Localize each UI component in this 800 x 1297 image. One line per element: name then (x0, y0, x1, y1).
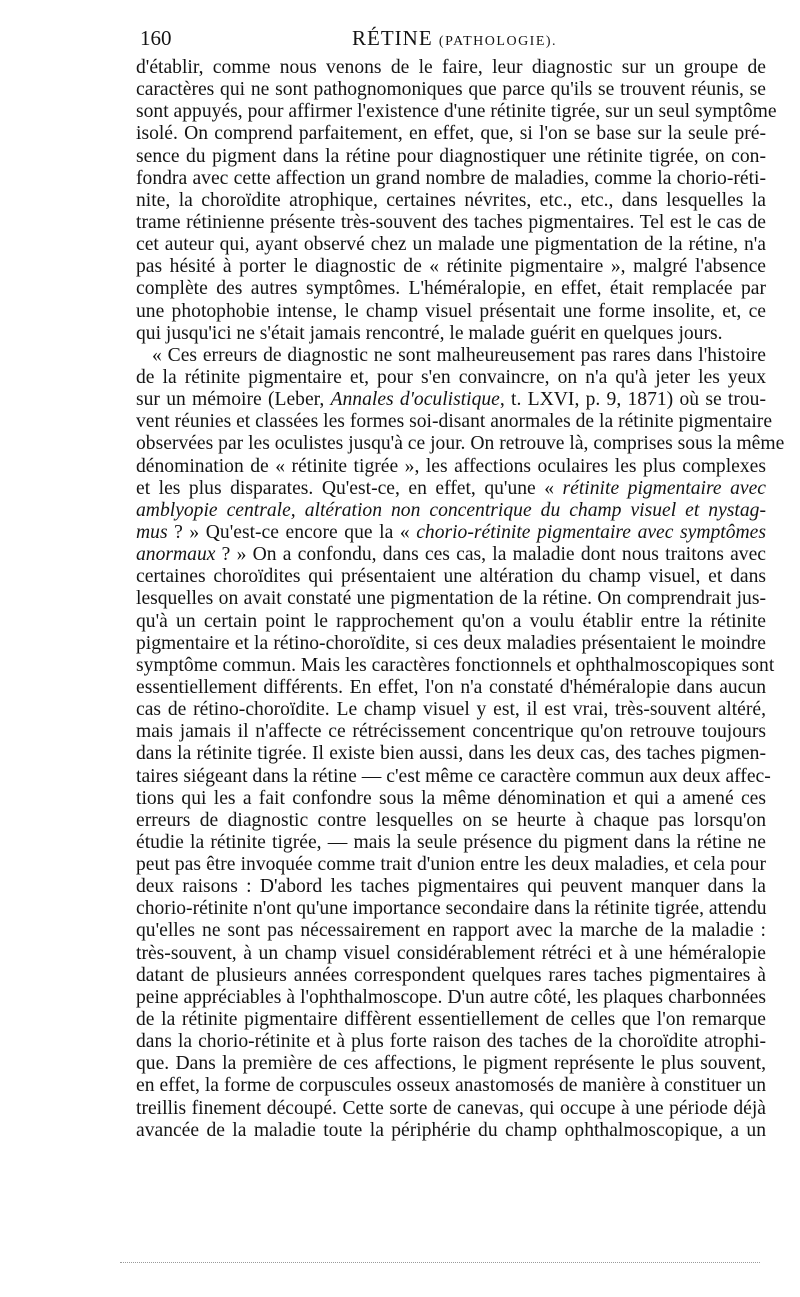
text-line: certaines choroïdites qui présentaient une altération du champ visuel, et dans (136, 566, 766, 588)
running-title (352, 26, 557, 51)
text-line: sur un mémoire (Leber, Annales d'oculistique, t. LXVI, p. 9, 1871) où se trou- (136, 389, 766, 411)
text-line: treillis finement découpé. Cette sorte de canevas, qui occupe à une période déjà (136, 1097, 766, 1119)
text-line: nite, la choroïdite atrophique, certaines névrites, etc., etc., dans lesquelles la (136, 189, 766, 211)
text-line: une photophobie intense, le champ visuel présentait une forme insolite, et, ce (136, 300, 766, 322)
text-line: datant de plusieurs années correspondent quelques rares taches pigmentaires à (136, 964, 766, 986)
text-line: lesquelles on avait constaté une pigmentation de la rétine. On comprendrait jus- (136, 588, 766, 610)
bottom-dotted-rule (120, 1262, 760, 1263)
text-line: dans la chorio-rétinite et à plus forte raison des taches de la choroïdite atrophi- (136, 1031, 766, 1053)
text-line: deux raisons : D'abord les taches pigmentaires qui peuvent manquer dans la (136, 876, 766, 898)
text-line: mus ? » Qu'est-ce encore que la « chorio-rétinite pigmentaire avec symptômes (136, 521, 767, 543)
text-line: caractères qui ne sont pathognomoniques que parce qu'ils se trouvent réunis, se (136, 79, 766, 101)
page-number: 160 (140, 26, 172, 50)
text-line: cas de rétino-choroïdite. Le champ visuel y est, il est vrai, très-souvent altéré, (136, 699, 766, 721)
text-line: sence du pigment dans la rétine pour diagnostiquer une rétinite tigrée, on con- (136, 145, 766, 167)
text-line: dénomination de « rétinite tigrée », les affections oculaires les plus complexes (136, 455, 766, 477)
text-line: symptôme commun. Mais les caractères fonctionnels et ophthalmoscopiques sont (136, 654, 775, 676)
text-line: trame rétinienne présente très-souvent des taches pigmentaires. Tel est le cas de (136, 211, 766, 233)
text-line: « Ces erreurs de diagnostic ne sont malheureusement pas rares dans l'histoire (152, 344, 766, 366)
text-line: avancée de la maladie toute la périphérie du champ ophthalmoscopique, a un (136, 1119, 766, 1141)
text-line: pigmentaire et la rétino-choroïdite, si ces deux maladies présentaient le moindre (136, 632, 766, 654)
text-line: sont appuyés, pour affirmer l'existence d'une rétinite tigrée, sur un seul symptôme (136, 101, 777, 123)
text-line: dans la rétinite tigrée. Il existe bien aussi, dans les deux cas, des taches pigmen- (136, 743, 766, 765)
text-line: cet auteur qui, ayant observé chez un malade une pigmentation de la rétine, n'a (136, 234, 766, 256)
text-line: très-souvent, à un champ visuel considérablement rétréci et à une héméralopie (136, 942, 766, 964)
text-line: d'établir, comme nous venons de le faire, leur diagnostic sur un groupe de (136, 57, 766, 78)
text-line: anormaux ? » On a confondu, dans ces cas, la maladie dont nous traitons avec (136, 544, 766, 566)
text-line: qui jusqu'ici ne s'était jamais rencontré, le malade guérit en quelques jours. (136, 322, 723, 344)
text-line: qu'à un certain point le rapprochement qu'on a voulu établir entre la rétinite (136, 610, 766, 632)
text-line: et les plus disparates. Qu'est-ce, en effet, qu'une « rétinite pigmentaire avec (136, 477, 766, 499)
running-title-sub: (PATHOLOGIE). (438, 34, 558, 49)
text-line: essentiellement différents. En effet, l'on n'a constaté d'héméralopie dans aucun (136, 676, 766, 698)
text-line: en effet, la forme de corpuscules osseux anastomosés de manière à constituer un (136, 1075, 766, 1097)
text-line: erreurs de diagnostic contre lesquelles on se heurte à chaque pas lorsqu'on (136, 809, 766, 831)
text-line: peut pas être invoquée comme trait d'union entre les deux maladies, et cela pour (136, 854, 766, 876)
text-line: pas hésité à porter le diagnostic de « rétinite pigmentaire », malgré l'absence (136, 256, 766, 278)
text-line: complète des autres symptômes. L'héméralopie, en effet, était remplacée par (136, 278, 766, 300)
text-line: que. Dans la première de ces affections, le pigment représente le plus souvent, (136, 1053, 766, 1075)
text-line: chorio-rétinite n'ont qu'une importance secondaire dans la rétinite tigrée, attendu (136, 898, 767, 920)
text-line: isolé. On comprend parfaitement, en effet, que, si l'on se base sur la seule pré- (136, 123, 766, 145)
running-title-main: RÉTINE (352, 26, 433, 50)
text-line: de la rétinite pigmentaire et, pour s'en convaincre, on n'a qu'à jeter les yeux (136, 366, 766, 388)
text-line: de la rétinite pigmentaire diffèrent essentiellement de celles que l'on remarque (136, 1009, 766, 1031)
text-line: qu'elles ne sont pas nécessairement en rapport avec la marche de la maladie : (136, 920, 766, 942)
text-line: peine appréciables à l'ophthalmoscope. D'un autre côté, les plaques charbonnées (136, 986, 766, 1008)
body-text (136, 57, 785, 1142)
text-line: mais jamais il n'affecte ce rétrécissement concentrique qu'on retrouve toujours (136, 721, 766, 743)
text-line: taires siégeant dans la rétine — c'est même ce caractère commun aux deux affec- (136, 765, 771, 787)
page-header (0, 22, 800, 52)
text-line: tions qui les a fait confondre sous la même dénomination et qui a amené ces (136, 787, 766, 809)
text-line: fondra avec cette affection un grand nombre de maladies, comme la chorio-réti- (136, 167, 766, 189)
text-line: étudie la rétinite tigrée, — mais la seule présence du pigment dans la rétine ne (136, 831, 766, 853)
text-line: vent réunies et classées les formes soi-disant anormales de la rétinite pigmentaire (136, 411, 773, 433)
text-line: observées par les oculistes jusqu'à ce jour. On retrouve là, comprises sous la même (136, 433, 785, 455)
text-line: amblyopie centrale, altération non concentrique du champ visuel et nystag- (136, 499, 766, 521)
